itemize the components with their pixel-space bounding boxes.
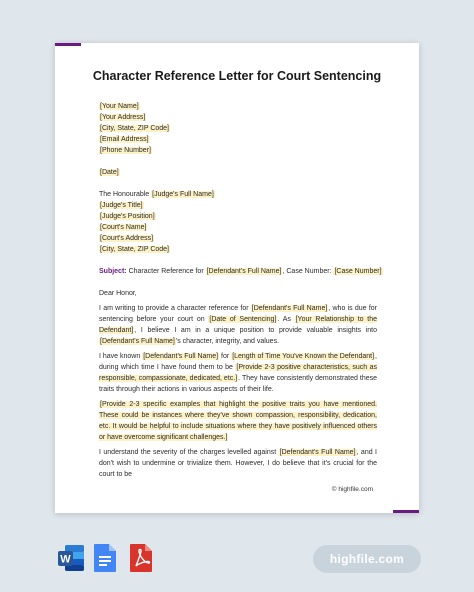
subject-line: Subject: Character Reference for [Defendant's Full Name], Case Number: [Case Number] <box>99 268 382 275</box>
accent-bar-top <box>55 43 81 46</box>
brand-badge[interactable]: highfile.com <box>313 545 421 573</box>
subject-defendant: [Defendant's Full Name] <box>206 268 282 275</box>
subject-label: Subject: <box>99 268 127 275</box>
document-title: Character Reference Letter for Court Sentencing <box>92 69 382 83</box>
paragraph-1: I am writing to provide a character reference for [Defendant's Full Name], who is due for sentencing before your court on [Date of Sentencing]. As [Your Relationship to the Defendant], I believe I am in a unique position to provide valuable insights into [Defendant's Full Name]'s character, integrity, and values. <box>99 305 378 345</box>
letter-date: [Date] <box>100 169 119 176</box>
pdf-icon[interactable] <box>129 543 157 573</box>
copyright-text: © highfile.com <box>331 486 373 493</box>
sender-phone: [Phone Number] <box>100 147 151 154</box>
svg-text:W: W <box>60 553 71 566</box>
court-city: [City, State, ZIP Code] <box>100 246 169 253</box>
paragraph-2: I have known [Defendant's Full Name] for [Length of Time You've Known the Defendant], during which time I have found them to be [Provide 2-3 positive characteristics, such as responsible, compassionate, dedicated, etc.]. They have consistently demonstrated these traits through their actions in various aspects of their life. <box>99 353 377 393</box>
sender-name: [Your Name] <box>100 103 139 110</box>
paragraph-4: I understand the severity of the charges levelled against [Defendant's Full Name], and I don't wish to undermine or trivialize them. However, I do believe that it's crucial for the court to be <box>99 449 377 478</box>
salutation: Dear Honor, <box>99 290 137 297</box>
accent-bar-bottom <box>393 510 419 513</box>
court-address: [Court's Address] <box>100 235 154 242</box>
word-icon[interactable] <box>57 543 85 573</box>
recipient-block <box>99 189 377 255</box>
judge-name: [Judge's Full Name] <box>152 191 214 198</box>
court-name: [Court's Name] <box>100 224 147 231</box>
sender-address: [Your Address] <box>100 114 146 121</box>
google-docs-icon[interactable] <box>93 543 121 573</box>
judge-title: [Judge's Title] <box>100 202 143 209</box>
letter-body <box>99 101 382 484</box>
letter-preview <box>55 43 419 513</box>
subject-case-number: [Case Number] <box>334 268 382 275</box>
format-icons <box>57 543 157 573</box>
sender-city: [City, State, ZIP Code] <box>100 125 169 132</box>
judge-position: [Judge's Position] <box>100 213 155 220</box>
paragraph-3: [Provide 2-3 specific examples that highlight the positive traits you have mentioned. These could be instances where they've shown compassion, responsibility, dedication, etc. It would be helpful to include situations where they have positively influenced others or have overcome significant challenges.] <box>99 401 377 441</box>
sender-email: [Email Address] <box>100 136 149 143</box>
recipient-prefix: The Honourable <box>99 191 152 198</box>
sender-block <box>99 101 377 156</box>
